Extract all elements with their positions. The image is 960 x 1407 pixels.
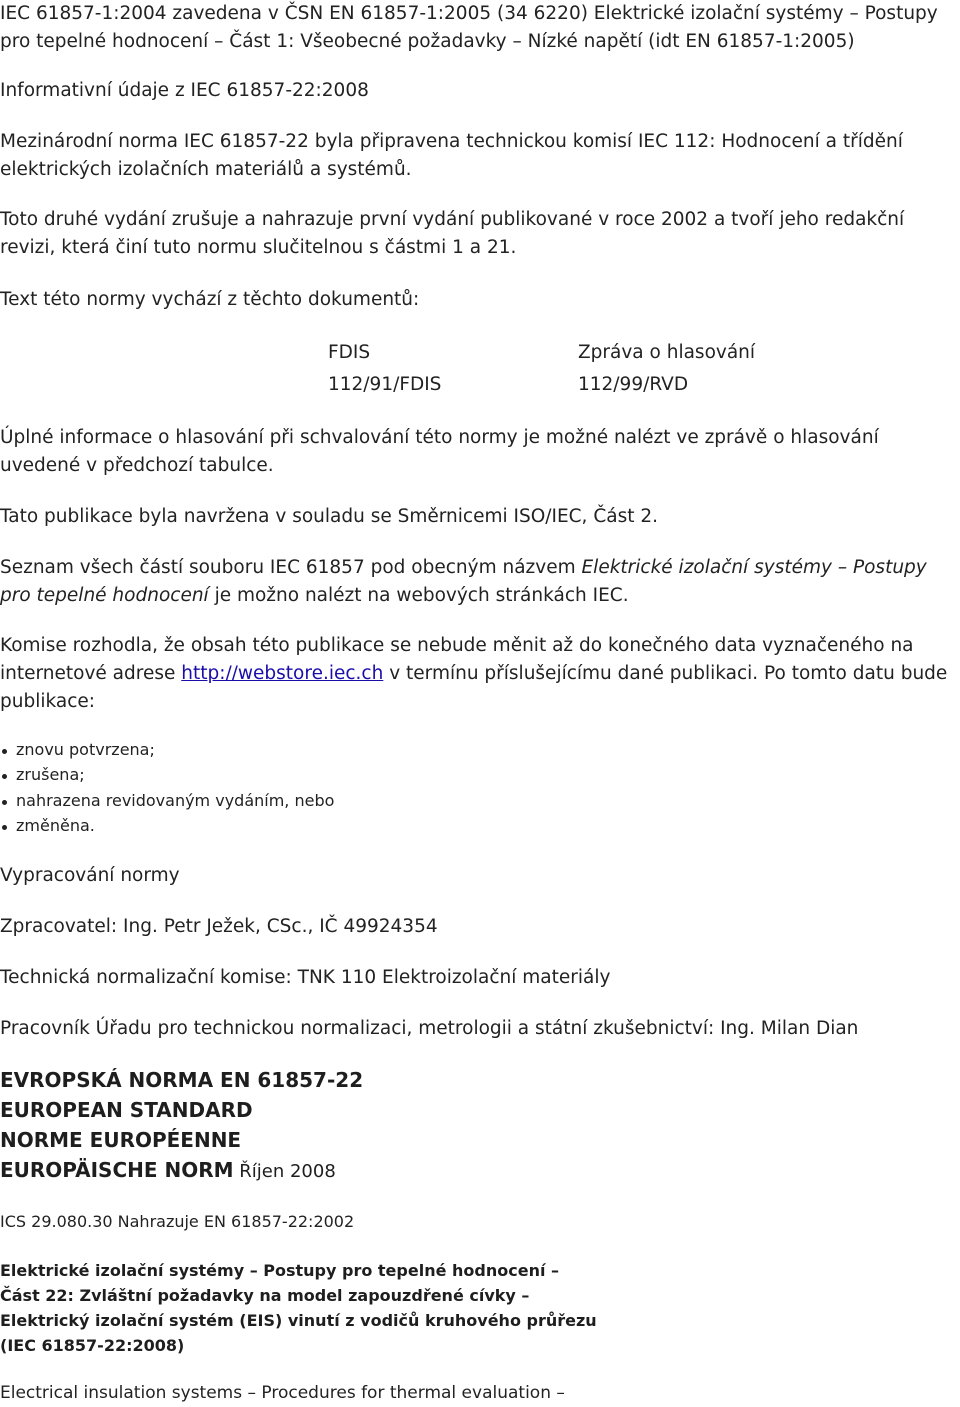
para7-line-3: publikace:: [0, 691, 96, 712]
list-item: [0, 762, 400, 788]
para7-text-a: internetové adrese: [0, 663, 182, 684]
para6-text-a: Seznam všech částí souboru IEC 61857 pod obecným názvem: [0, 557, 582, 578]
en-title-1: EVROPSKÁ NORMA EN 61857-22: [0, 1068, 364, 1092]
informative-heading: Informativní údaje z IEC 61857-22:2008: [0, 80, 369, 101]
list-item: [0, 813, 400, 839]
para4-line-1: Úplné informace o hlasování při schvalování této normy je možné nalézt ve zprávě o hlasování: [0, 427, 879, 448]
bold-title-3: Elektrický izolační systém (EIS) vinutí z vodičů kruhového průřezu: [0, 1311, 597, 1330]
docs-table-cell-rvd: 112/99/RVD: [578, 374, 689, 395]
para1-line-2: elektrických izolačních materiálů a systémů.: [0, 159, 412, 180]
list-item-text: zrušena;: [16, 765, 85, 784]
docs-table-header-fdis: FDIS: [328, 342, 371, 363]
para2-line-1: Toto druhé vydání zrušuje a nahrazuje první vydání publikované v roce 2002 a tvoří jeho redakční: [0, 209, 905, 230]
para6-text-b: je možno nalézt na webových stránkách IEC.: [208, 585, 629, 606]
series-title-part-2: pro tepelné hodnocení: [0, 585, 209, 606]
bullet-icon: [2, 749, 7, 754]
en-title-3: NORME EUROPÉENNE: [0, 1128, 242, 1152]
para3: Text této normy vychází z těchto dokumentů:: [0, 289, 420, 310]
webstore-link[interactable]: http://webstore.iec.ch: [181, 663, 384, 684]
footer-line: Electrical insulation systems – Procedures for thermal evaluation –: [0, 1383, 565, 1403]
para6-line-2: [0, 582, 629, 610]
para7-line-2: [0, 660, 947, 688]
list-item: [0, 788, 400, 814]
list-item: [0, 737, 400, 763]
bold-title-4: (IEC 61857-22:2008): [0, 1336, 185, 1355]
list-item-text: změněna.: [16, 816, 95, 835]
bullet-icon: [2, 825, 7, 830]
para7-line-1: Komise rozhodla, že obsah této publikace se nebude měnit až do konečného data vyznačeného na: [0, 635, 914, 656]
bullet-icon: [2, 800, 7, 805]
series-title-part-1: Elektrické izolační systémy – Postupy: [581, 557, 927, 578]
para2-line-2: revizi, která činí tuto normu slučitelnou s částmi 1 a 21.: [0, 237, 517, 258]
prep-heading: Vypracování normy: [0, 865, 180, 886]
en-title-2: EUROPEAN STANDARD: [0, 1098, 253, 1122]
en-title-4: [0, 1156, 336, 1186]
para1-line-1: Mezinárodní norma IEC 61857-22 byla připravena technickou komisí IEC 112: Hodnocení a třídění: [0, 131, 903, 152]
processor-line: Zpracovatel: Ing. Petr Ježek, CSc., IČ 49924354: [0, 916, 438, 937]
para5: Tato publikace byla navržena v souladu se Směrnicemi ISO/IEC, Část 2.: [0, 506, 658, 527]
issue-date: Říjen 2008: [233, 1161, 336, 1182]
docs-table-header-vote: Zpráva o hlasování: [578, 342, 756, 363]
bullet-icon: [2, 774, 7, 779]
committee-line: Technická normalizační komise: TNK 110 Elektroizolační materiály: [0, 967, 611, 988]
ics-line: ICS 29.080.30 Nahrazuje EN 61857-22:2002: [0, 1212, 355, 1231]
para6-line-1: [0, 554, 927, 582]
officer-line: Pracovník Úřadu pro technickou normalizaci, metrologii a státní zkušebnictví: Ing. Milan Dian: [0, 1018, 859, 1039]
intro-line-1: IEC 61857-1:2004 zavedena v ČSN EN 61857-1:2005 (34 6220) Elektrické izolační systémy – Postupy: [0, 3, 938, 24]
list-item-text: znovu potvrzena;: [16, 740, 155, 759]
bold-title-2: Část 22: Zvláštní požadavky na model zapouzdřené cívky –: [0, 1286, 530, 1305]
docs-table-cell-fdis: 112/91/FDIS: [328, 374, 442, 395]
para7-text-b: v termínu příslušejícímu dané publikaci. Po tomto datu bude: [383, 663, 948, 684]
en-title-4-text: EUROPÄISCHE NORM: [0, 1158, 234, 1182]
para4-line-2: uvedené v předchozí tabulce.: [0, 455, 274, 476]
list-item-text: nahrazena revidovaným vydáním, nebo: [16, 791, 335, 810]
bold-title-1: Elektrické izolační systémy – Postupy pro tepelné hodnocení –: [0, 1261, 560, 1280]
intro-line-2: pro tepelné hodnocení – Část 1: Všeobecné požadavky – Nízké napětí (idt EN 61857-1:2005): [0, 31, 855, 52]
